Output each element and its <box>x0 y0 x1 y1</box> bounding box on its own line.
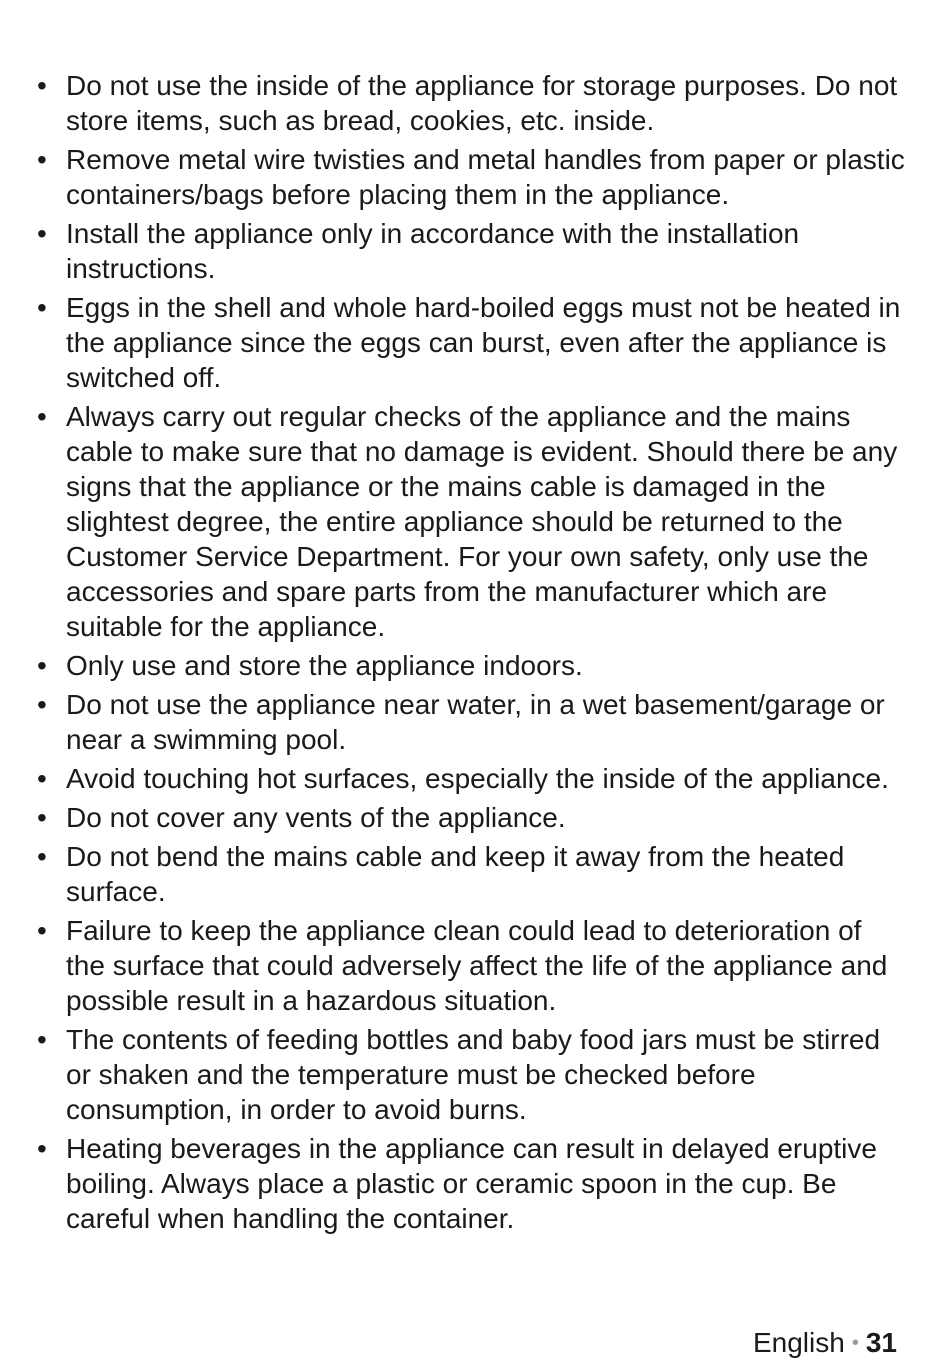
footer-separator: • <box>851 1332 859 1354</box>
list-item <box>37 648 907 683</box>
bullet-icon: • <box>37 292 47 323</box>
bullet-icon: • <box>37 401 47 432</box>
list-item <box>37 216 907 286</box>
list-item <box>37 913 907 1018</box>
footer-language: English <box>752 1327 845 1358</box>
bullet-icon: • <box>37 144 47 175</box>
bullet-icon: • <box>37 915 47 946</box>
bullet-icon: • <box>37 802 47 833</box>
list-item-text: Only use and store the appliance indoors. <box>66 650 583 681</box>
list-item <box>37 142 907 212</box>
list-item-text: Remove metal wire twisties and metal handles from paper or plastic containers/bags before placing them in the appliance. <box>66 144 905 210</box>
list-item-text: Install the appliance only in accordance with the installation instructions. <box>66 218 800 284</box>
bullet-icon: • <box>37 70 47 101</box>
bullet-icon: • <box>37 218 47 249</box>
bullet-icon: • <box>37 650 47 681</box>
list-item <box>37 761 907 796</box>
list-item-text: The contents of feeding bottles and baby food jars must be stirred or shaken and the temperature must be checked before consumption, in order to avoid burns. <box>66 1024 881 1125</box>
list-item <box>37 839 907 909</box>
list-item-text: Do not cover any vents of the appliance. <box>66 802 566 833</box>
list-item <box>37 290 907 395</box>
list-item-text: Do not use the inside of the appliance for storage purposes. Do not store items, such as bread, cookies, etc. inside. <box>66 70 898 136</box>
list-item <box>37 1131 907 1236</box>
list-item <box>37 687 907 757</box>
list-item-text: Avoid touching hot surfaces, especially the inside of the appliance. <box>66 763 889 794</box>
bullet-icon: • <box>37 1024 47 1055</box>
list-item <box>37 1022 907 1127</box>
bullet-icon: • <box>37 689 47 720</box>
list-item <box>37 800 907 835</box>
bullet-icon: • <box>37 763 47 794</box>
bullet-icon: • <box>37 841 47 872</box>
list-item <box>37 68 907 138</box>
page-footer <box>753 1326 897 1363</box>
list-item-text: Eggs in the shell and whole hard-boiled eggs must not be heated in the appliance since the eggs can burst, even after the appliance is switched off. <box>66 292 901 393</box>
list-item-text: Always carry out regular checks of the appliance and the mains cable to make sure that no damage is evident. Should there be any signs that the appliance or the mains cable is damaged in the slightest degree, the entire appliance should be returned to the Customer Service Department. For your own safety, only use the accessories and spare parts from the manufacturer which are suitable for the appliance. <box>66 401 898 642</box>
page-number: 31 <box>865 1327 897 1358</box>
safety-instructions-list <box>37 68 907 1240</box>
bullet-icon: • <box>37 1133 47 1164</box>
list-item-text: Do not bend the mains cable and keep it away from the heated surface. <box>66 841 845 907</box>
list-item-text: Failure to keep the appliance clean could lead to deterioration of the surface that could adversely affect the life of the appliance and possible result in a hazardous situation. <box>66 915 888 1016</box>
list-item <box>37 399 907 644</box>
list-item-text: Heating beverages in the appliance can result in delayed eruptive boiling. Always place a plastic or ceramic spoon in the cup. Be careful when handling the container. <box>66 1133 877 1234</box>
list-item-text: Do not use the appliance near water, in a wet basement/garage or near a swimming pool. <box>66 689 885 755</box>
